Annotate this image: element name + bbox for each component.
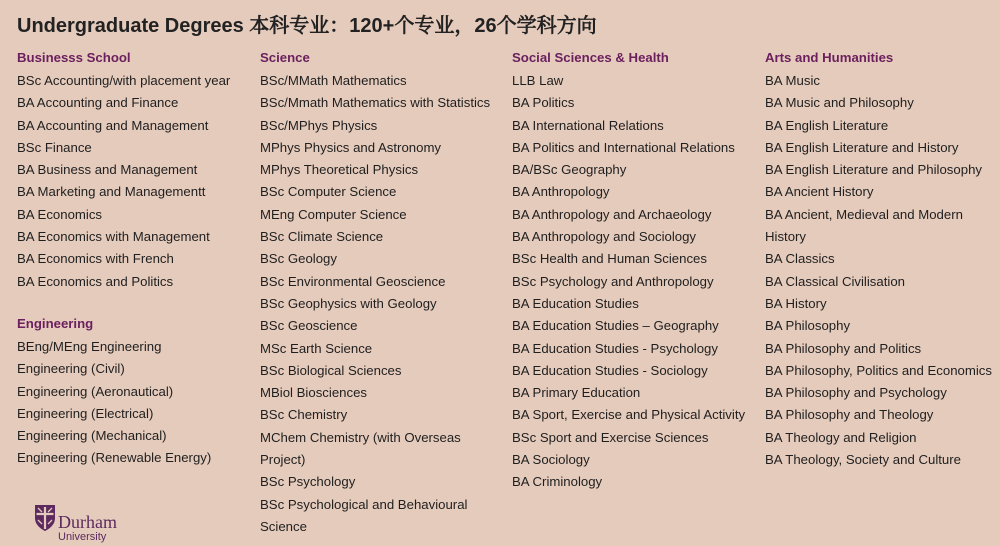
- degree-item: BA Criminology: [512, 474, 603, 490]
- degree-item: BA Economics with Management: [17, 229, 210, 245]
- degree-item: BSc/MPhys Physics: [260, 117, 378, 133]
- degree-list-arts: [765, 70, 992, 471]
- degree-item: BA Music: [765, 73, 820, 88]
- degree-list-science: [260, 70, 490, 538]
- degree-item: BSc Psychological and Behavioural: [260, 496, 468, 512]
- section-heading-engineering: Engineering: [17, 315, 94, 331]
- degree-item: BSc Chemistry: [260, 407, 348, 423]
- degree-item: BA/BSc Geography: [512, 162, 627, 178]
- degree-item: BA Economics: [17, 206, 103, 222]
- degree-item: Science: [260, 518, 307, 534]
- page-title: Undergraduate Degrees 本科专业：120+个专业，26个学科方向: [17, 15, 597, 37]
- degree-item: BA Ancient History: [765, 184, 874, 200]
- column-science: [260, 48, 490, 538]
- degree-item: BA English Literature and History: [765, 139, 959, 155]
- degree-item: BSc/Mmath Mathematics with Statistics: [260, 95, 491, 111]
- degree-list-social-sciences: [512, 70, 745, 494]
- degree-item: MSc Earth Science: [260, 340, 373, 356]
- degree-item: BA Accounting and Management: [17, 117, 209, 133]
- durham-logo: [34, 504, 117, 542]
- degree-item: BA Music and Philosophy: [765, 95, 914, 111]
- degree-item: BA Education Studies - Sociology: [512, 362, 708, 378]
- degree-item: Engineering (Renewable Energy): [17, 450, 212, 466]
- degree-item: BSc Finance: [17, 139, 92, 155]
- degree-item: BA Marketing and Managementt: [17, 184, 206, 200]
- degree-item: BA Education Studies – Geography: [512, 318, 719, 334]
- degree-item: BSc Climate Science: [260, 229, 384, 245]
- section-heading-business: Businesss School: [17, 50, 131, 65]
- degree-item: BA Business and Management: [17, 162, 198, 178]
- column-business-school: [17, 48, 230, 470]
- column-social-sciences: [512, 48, 745, 494]
- degree-item: History: [765, 229, 807, 245]
- degree-item: BA Primary Education: [512, 385, 641, 401]
- degree-item: Project): [260, 452, 306, 468]
- degree-item: BA Economics and Politics: [17, 273, 174, 289]
- degree-item: BEng/MEng Engineering: [17, 338, 162, 354]
- degree-item: Engineering (Civil): [17, 361, 125, 377]
- logo-subtitle: University: [58, 531, 107, 543]
- logo-name: Durham: [58, 512, 117, 532]
- degree-item: BA International Relations: [512, 117, 664, 133]
- degree-item: BSc Computer Science: [260, 184, 397, 200]
- degree-item: BA Sociology: [512, 452, 590, 468]
- degree-item: BA Ancient, Medieval and Modern: [765, 206, 963, 222]
- degree-item: BA Philosophy and Psychology: [765, 385, 947, 401]
- degree-item: MBiol Biosciences: [260, 385, 368, 401]
- degree-item: BA History: [765, 295, 827, 311]
- degree-item: BSc Psychology: [260, 474, 356, 490]
- degree-item: BA Education Studies: [512, 295, 639, 311]
- degree-item: BA Theology, Society and Culture: [765, 452, 961, 468]
- degree-item: BA Philosophy and Theology: [765, 407, 934, 423]
- degree-item: BA Classics: [765, 251, 835, 267]
- degree-item: BA Accounting and Finance: [17, 95, 179, 111]
- degree-item: BSc Environmental Geoscience: [260, 273, 446, 289]
- degree-item: BA Philosophy and Politics: [765, 340, 922, 356]
- durham-shield-icon: [34, 504, 56, 532]
- degree-item: MPhys Theoretical Physics: [260, 162, 419, 178]
- degree-item: BA Anthropology: [512, 184, 610, 200]
- degree-item: BA English Literature: [765, 117, 889, 133]
- degree-list-engineering: [17, 336, 230, 470]
- degree-item: BSc Psychology and Anthropology: [512, 273, 714, 289]
- degree-item: BA Politics: [512, 95, 575, 111]
- degree-item: MEng Computer Science: [260, 206, 407, 222]
- degree-item: BA Anthropology and Sociology: [512, 229, 697, 245]
- degree-item: BA Anthropology and Archaeology: [512, 206, 712, 222]
- degree-item: BSc Geoscience: [260, 318, 358, 334]
- degree-item: BSc Sport and Exercise Sciences: [512, 429, 709, 445]
- degree-item: MChem Chemistry (with Overseas: [260, 429, 461, 445]
- degree-item: BA Classical Civilisation: [765, 273, 905, 289]
- degree-item: BA Sport, Exercise and Physical Activity: [512, 407, 746, 423]
- degree-item: BA Philosophy: [765, 318, 851, 334]
- degree-item: BSc Geophysics with Geology: [260, 295, 437, 311]
- degree-item: BSc/MMath Mathematics: [260, 73, 407, 88]
- degree-item: LLB Law: [512, 73, 564, 88]
- section-heading-science: Science: [260, 50, 310, 65]
- degree-item: BA Philosophy, Politics and Economics: [765, 362, 992, 378]
- degree-item: BA Economics with French: [17, 251, 174, 267]
- degree-item: Engineering (Aeronautical): [17, 383, 174, 399]
- degree-item: BA Politics and International Relations: [512, 139, 735, 155]
- degree-item: Engineering (Electrical): [17, 405, 154, 421]
- column-arts-humanities: [765, 48, 992, 471]
- degree-item: BA Theology and Religion: [765, 429, 917, 445]
- degree-item: BSc Health and Human Sciences: [512, 251, 707, 267]
- section-heading-arts: Arts and Humanities: [765, 50, 894, 65]
- degree-item: Engineering (Mechanical): [17, 428, 167, 444]
- degree-item: BA English Literature and Philosophy: [765, 162, 983, 178]
- degree-item: BA Education Studies - Psychology: [512, 340, 718, 356]
- degree-item: BSc Accounting/with placement year: [17, 73, 231, 88]
- degree-item: BSc Geology: [260, 251, 337, 267]
- degree-list-business: [17, 70, 230, 293]
- section-heading-social-sciences: Social Sciences & Health: [512, 50, 669, 65]
- degree-item: MPhys Physics and Astronomy: [260, 139, 442, 155]
- degree-item: BSc Biological Sciences: [260, 362, 402, 378]
